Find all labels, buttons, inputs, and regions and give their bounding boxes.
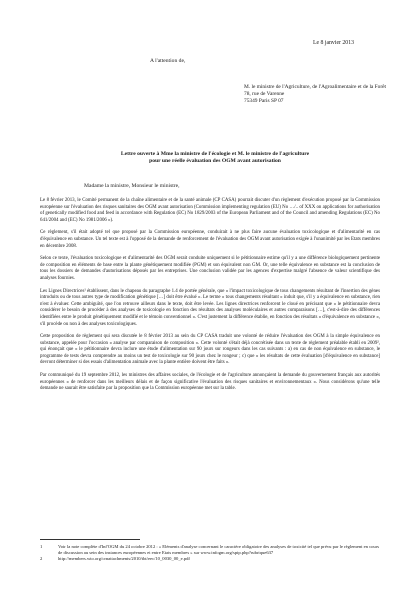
letter-date: Le 8 janvier 2013 bbox=[312, 40, 354, 46]
address-line: M. le ministre de l'Agriculture, de l'Agroalimentaire et de la Forêt bbox=[244, 84, 387, 90]
body-paragraph: Les Lignes Directrices¹ établissent, dans le chapeau du paragraphe 1.4 de portée générale, que « l'impact toxicologique de tous changements résultant de l'insertion des gènes introduits ou de tous autres type de modification génétique […] doit être évalué ». Le terme « tous changements résultant » induit que, s'il y a équivalence en substance, rien n'est à évaluer. Cette ambiguïté, que l'on retrouve ailleurs dans le texte, doit être levée. Les lignes directrices renforcent le cloué en précisant que « le pétitionnaire devra considérer le besoin de procéder à des analyses de toxicologie en fonction des résultats des analyses moléculaires et autres comparaisons […], c'est-à-dire des différences identifiées entre le produit génétiquement modifié et le témoin conventionnel ». C'est justement la différence établie, en fonction des résultats « d'équivalence en substance », s'il procède ou non à des analyses toxicologiques. bbox=[40, 288, 380, 327]
attention-line: A l'attention de, bbox=[150, 58, 186, 64]
address-line: 75349 Paris SP 07 bbox=[244, 98, 284, 104]
footnote-number: 2 bbox=[40, 556, 43, 562]
body-paragraph: Par communiqué du 19 septembre 2012, les ministres des affaires sociales, de l'écologie et de l'agriculture annonçaient la demande du gouvernement français aux autorités européennes « de renforcer dans les meilleurs délais et de façon significative l'évaluation des risques sanitaires et environnementaux ». Nous considérons qu'une telle demande ne saurait être satisfaite par la proposition que la Commission européenne met sur la table. bbox=[40, 373, 380, 392]
footnote-divider bbox=[40, 539, 140, 540]
body-paragraph: Ce règlement, s'il était adopté tel que proposé par la Commission européenne, conduirait à ne plus faire aucune évaluation toxicologique et d'alimentarité en cas d'équivalence en substance. Un tel texte est à l'opposé de la demande de renforcement de l'évaluation des OGM avant autorisation exigée à l'unanimité par les Etats membres en décembre 2008. bbox=[40, 230, 380, 249]
salutation: Madame la ministre, Monsieur le ministre, bbox=[84, 183, 180, 189]
footnote-item bbox=[40, 544, 380, 556]
footnotes bbox=[40, 539, 380, 562]
address-line: 78, rue de Varenne bbox=[244, 91, 285, 97]
letter-body bbox=[40, 198, 380, 399]
title-line: Lettre ouverte à Mme la ministre de l'écologie et M. le ministre de l'agriculture bbox=[120, 151, 310, 157]
recipient-address bbox=[244, 84, 394, 105]
footnote-text: Voir la note complète d'Inf'OGM du 24 octobre 2012 : « Eléments d'analyse concernant le caractère obligatoire des analyses de toxicité tel que prévu par le règlement en cours de discussion au sein des instances européennes et entre Etats membres » sur www.infogm.org/spip.php?rubrique637 bbox=[58, 544, 380, 556]
letter-title bbox=[70, 151, 360, 165]
footnote-link[interactable]: http://members.wto.org/crnattachments/2010/tbt/eec/10_0030_00_e.pdf bbox=[58, 556, 190, 562]
footnote-item bbox=[40, 556, 380, 562]
body-paragraph: Selon ce texte, l'évaluation toxicologique et d'alimentarité des OGM serait conduite uniquement si le pétitionnaire estime qu'il y a une différence biologiquement pertinente de composition en éléments de base entre la plante génétiquement modifiée (PGM) et son équivalent non GM. Or, une telle équivalence en substance est la conclusion de tous les dossiers de demandes d'autorisations déposés par les entreprises. Une conclusion validée par les agences d'expertise malgré l'absence de valeur scientifique des analyses fournies. bbox=[40, 256, 380, 281]
title-line: pour une réelle évaluation des OGM avant autorisation bbox=[149, 158, 281, 164]
body-paragraph: Le 8 février 2013, le Comité permanent de la chaîne alimentaire et de la santé animale (CP CASA) pourrait discuter d'un règlement d'exécution proposé par la Commission européenne sur l'évaluation des risques sanitaires des OGM avant autorisation (Commission implementing regulation (EU) No …/.. of XXX on applications for authorisation of genetically modified food and feed in accordance with Regulation (EC) No 1829/2003 of the European Parliament and of the Council and amending Regulations (EC) No 641/2004 and (EC) No 1981/2006 »). bbox=[40, 198, 380, 223]
footnote-number: 1 bbox=[40, 544, 43, 549]
body-paragraph: Cette proposition de règlement qui sera discutée le 8 février 2013 au sein du CP CASA traduit une volonté de réduire l'évaluation des OGM à la simple équivalence en substance, appelée pour l'occasion « analyse par comparaison de composition ». Cette volonté s'était déjà concrétisée dans un texte de règlement préalable établi en 2009², qui énonçait que « le pétitionnaire devra inclure une étude d'alimentation sur 90 jours sur rongeurs dans les cas suivants : a) en cas de non équivalence en substance, le programme de tests devra comprendre au moins un test de toxicologie sur 90 jours chez le rongeur ; c) que « les résultats de cette évaluation [d'équivalence en substance] devront déterminer si des essais d'alimentation animale avec la plante entière doivent être faits ». bbox=[40, 334, 380, 366]
